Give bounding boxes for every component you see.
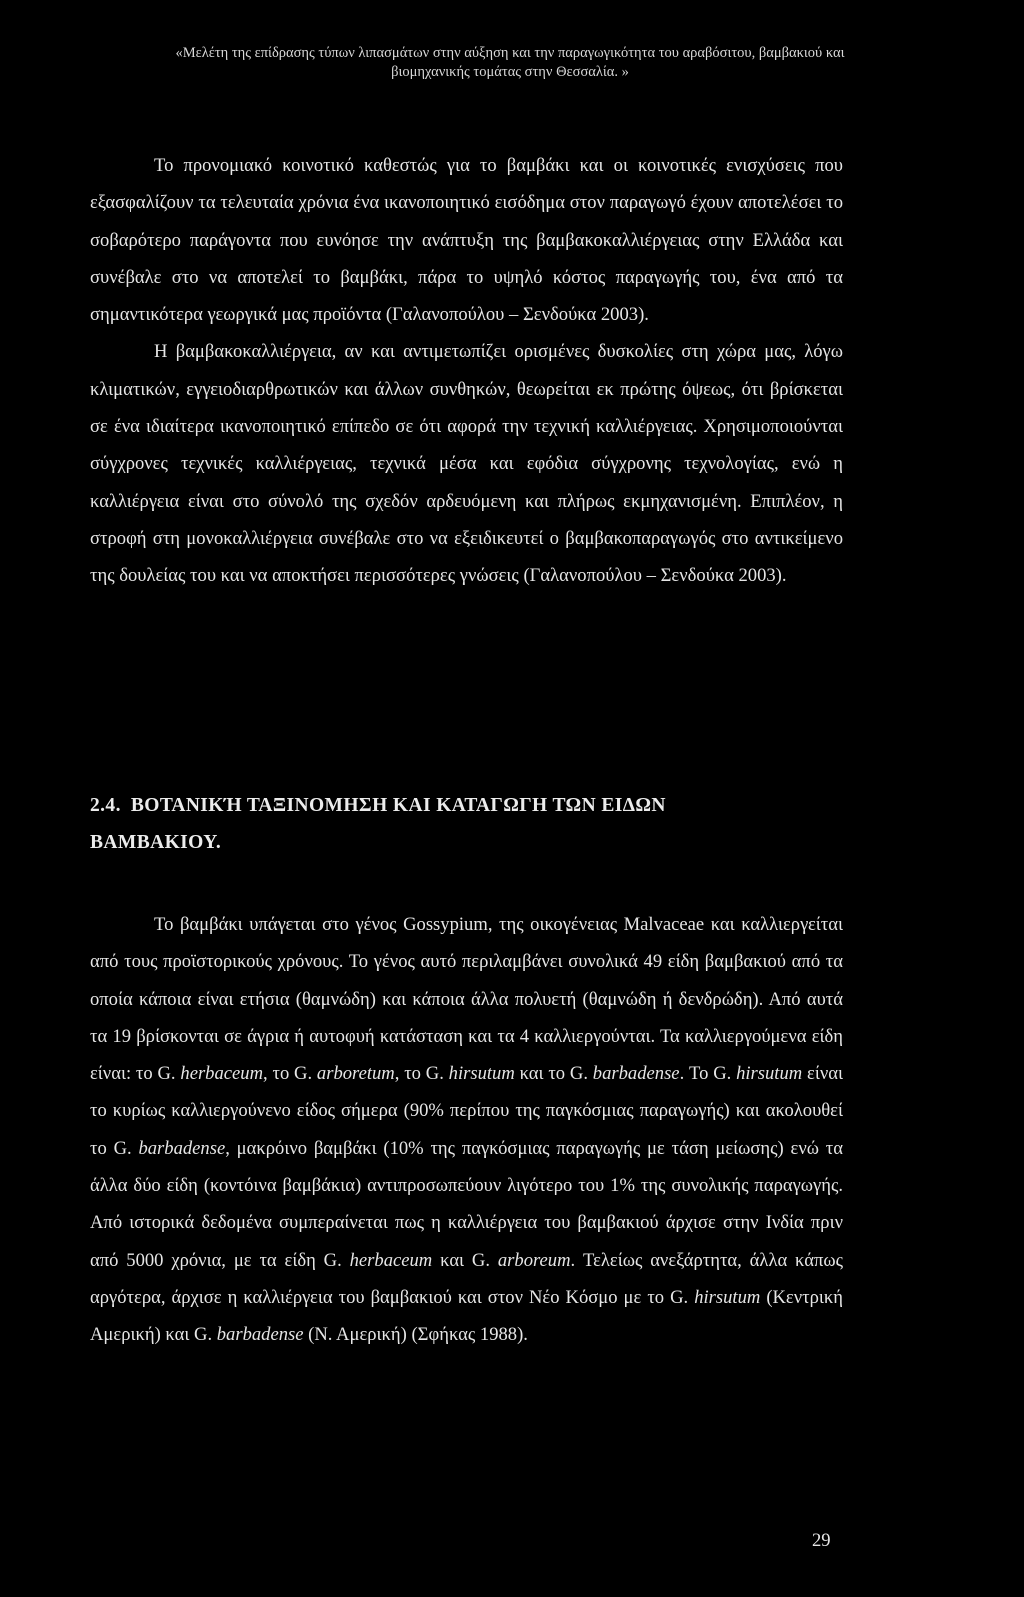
species-name: barbadense	[592, 1063, 680, 1085]
section-number: 2.4.	[90, 795, 121, 816]
species-name: barbadense	[216, 1324, 304, 1346]
running-header-line-1: «Μελέτη της επίδρασης τύπων λιπασμάτων στην αύξηση και την παραγωγικότητα του αραβόσιτου, βαμβακιού και	[175, 45, 845, 61]
page-number: 29	[812, 1530, 831, 1551]
paragraph-cotton-cultivation: Η βαμβακοκαλλιέργεια, αν και αντιμετωπίζει ορισμένες δυσκολίες στη χώρα μας, λόγω κλιματικών, εγγειοδιαρθρωτικών και άλλων συνθηκών, θεωρείται εκ πρώτης όψεως, ότι βρίσκεται σε ένα ιδιαίτερα ικανοποιητικό επίπεδο σε ότι αφορά την τεχνική καλλιέργειας. Χρησιμοποιούνται σύγχρονες τεχνικές καλλιέργειας, τεχνικά μέσα και εφόδια σύγχρονης τεχνολογίας, ενώ η καλλιέργεια είναι στο σύνολό της σχεδόν αρδευόμενη και πλήρως εκμηχανισμένη. Επιπλέον, η στροφή στη μονοκαλλιέργεια συνέβαλε στο να εξειδικευτεί ο βαμβακοπαραγωγός στο αντικείμενο της δουλείας του και να αποκτήσει περισσότερες γνώσεις (Γαλανοπούλου – Σενδούκα 2003).	[90, 341, 843, 587]
paragraph-botanical-classification	[90, 906, 843, 1354]
species-name: hirsutum	[694, 1286, 761, 1308]
species-name: hirsutum	[736, 1063, 803, 1085]
text-run: , το G.	[263, 1063, 317, 1085]
text-run: και το G.	[514, 1063, 593, 1085]
species-name: arboreum	[497, 1249, 571, 1271]
text-run: . Το G.	[679, 1063, 737, 1085]
section-botany	[90, 906, 843, 1354]
species-name: herbaceum	[349, 1249, 433, 1271]
text-run: , μακρόινο βαμβάκι (10% της παγκόσμιας παραγωγής με τάση μείωσης) ενώ τα άλλα δύο είδη (κοντόινα βαμβάκια) αντιπροσωπεύουν λιγότερο του 1% της συνολικής παραγωγής. Από ιστορικά δεδομένα συμπεραίνεται πως η καλλιέργεια του βαμβακιού άρχισε στην Ινδία πριν από 5000 χρόνια, με τα είδη G.	[90, 1137, 843, 1271]
section-title: ΒΟΤΑΝΙΚΉ ΤΑΞΙΝΟΜΗΣΗ ΚΑΙ ΚΑΤΑΓΩΓΗ ΤΩΝ ΕΙΔΩΝ ΒΑΜΒΑΚΙΟΥ.	[90, 795, 666, 853]
paragraph-eu-support: Το προνομιακό κοινοτικό καθεστώς για το βαμβάκι και οι κοινοτικές ενισχύσεις που εξασφαλίζουν τα τελευταία χρόνια ένα ικανοποιητικό εισόδημα στον παραγωγό έχουν αποτελέσει το σοβαρότερο παράγοντα που ευνόησε την ανάπτυξη της βαμβακοκαλλιέργειας στην Ελλάδα και συνέβαλε στο να αποτελεί το βαμβάκι, πάρα το υψηλό κόστος παραγωγής του, ένα από τα σημαντικότερα γεωργικά μας προϊόντα (Γαλανοπούλου – Σενδούκα 2003).	[90, 155, 843, 326]
species-name: barbadense	[138, 1137, 226, 1159]
section-heading	[90, 787, 790, 861]
text-run: , το G.	[394, 1063, 449, 1085]
text-run: και G.	[432, 1249, 498, 1271]
species-name: herbaceum	[180, 1063, 264, 1085]
species-name: hirsutum	[448, 1063, 515, 1085]
text-run: (Κεντρική Αμερική) και G.	[90, 1286, 843, 1346]
section-intro	[90, 147, 843, 595]
text-run: Το βαμβάκι υπάγεται στο γένος Gossypium, της οικογένειας Malvaceae και καλλιεργείται από τους προϊστορικούς χρόνους. Το γένος αυτό περιλαμβάνει συνολικά 49 είδη βαμβακιού από τα οποία κάποια είναι ετήσια (θαμνώδη) και κάποια άλλα πολυετή (θαμνώδη ή δενδρώδη). Από αυτά τα 19 βρίσκονται σε άγρια ή αυτοφυή κατάσταση και τα 4 καλλιεργούνται. Τα καλλιεργούμενα είδη είναι: το G.	[90, 914, 843, 1085]
running-header	[150, 44, 870, 82]
text-run: . Τελείως ανεξάρτητα, άλλα κάπως αργότερα, άρχισε η καλλιέργεια του βαμβακιού και στον Νέο Κόσμο με το G.	[90, 1249, 843, 1308]
running-header-line-2: βιομηχανικής τομάτας στην Θεσσαλία. »	[391, 64, 629, 80]
text-run: (Ν. Αμερική) (Σφήκας 1988).	[303, 1324, 528, 1346]
text-run: είναι το κυρίως καλλιεργούνενο είδος σήμερα (90% περίπου της παγκόσμιας παραγωγής) και ακολουθεί το G.	[90, 1063, 843, 1159]
species-name: arboretum	[316, 1063, 395, 1085]
